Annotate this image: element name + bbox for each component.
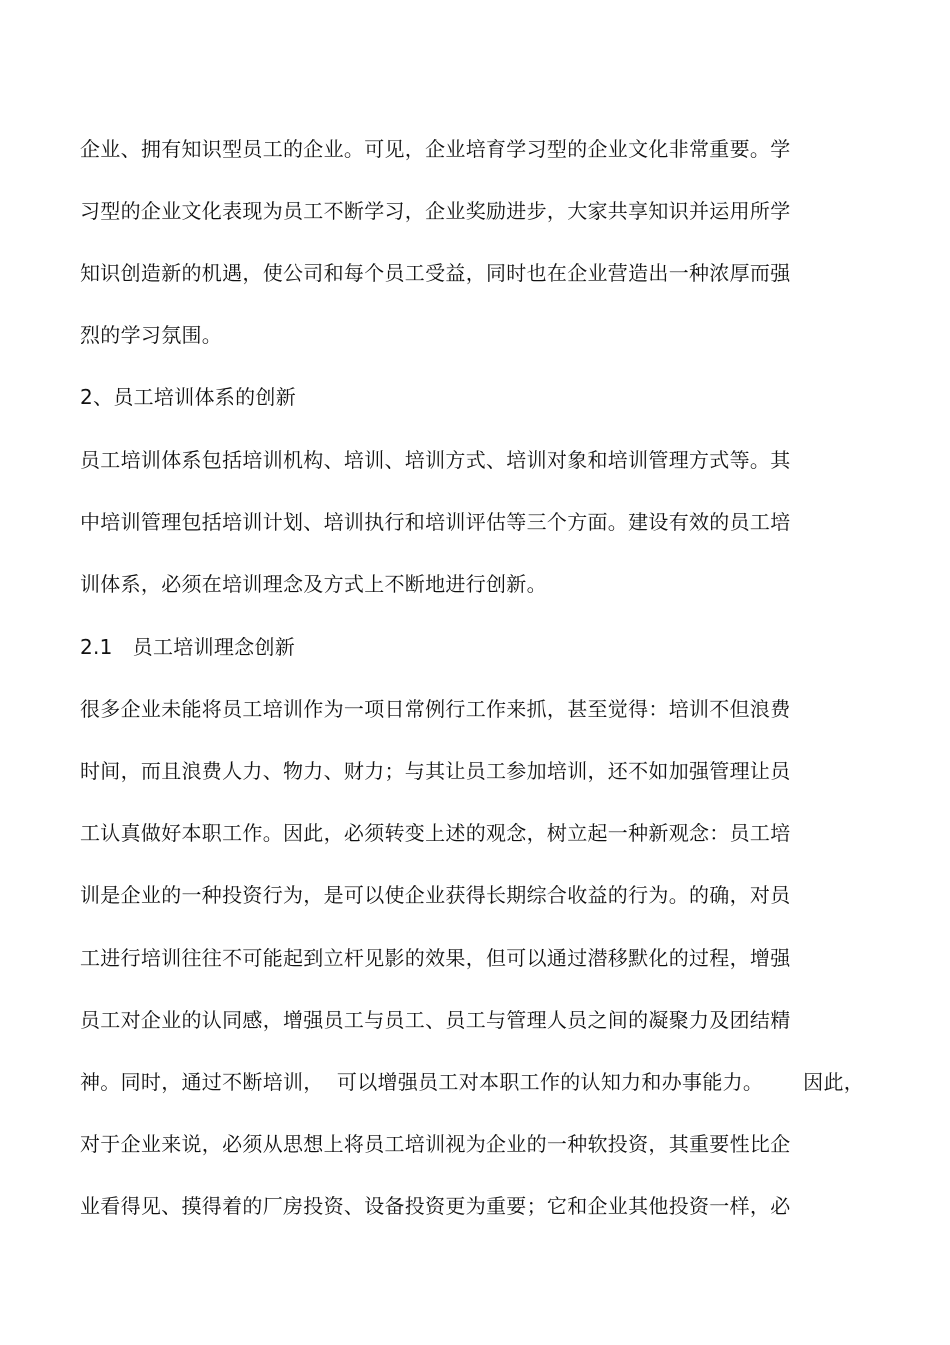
section-heading: 2、员工培训体系的创新	[80, 385, 297, 409]
paragraph-line: 工认真做好本职工作。因此，必须转变上述的观念，树立起一种新观念：员工培	[80, 821, 791, 845]
paragraph-line: 业看得见、摸得着的厂房投资、设备投资更为重要；它和企业其他投资一样，必	[80, 1194, 791, 1218]
subsection-heading: 2.1 员工培训理念创新	[80, 635, 296, 659]
paragraph-line: 员工对企业的认同感，增强员工与员工、员工与管理人员之间的凝聚力及团结精	[80, 1008, 791, 1032]
paragraph-line: 训是企业的一种投资行为，是可以使企业获得长期综合收益的行为。的确，对员	[80, 883, 791, 907]
paragraph-line: 知识创造新的机遇，使公司和每个员工受益，同时也在企业营造出一种浓厚而强	[80, 261, 791, 285]
paragraph-line: 中培训管理包括培训计划、培训执行和培训评估等三个方面。建设有效的员工培	[80, 510, 791, 534]
paragraph-line: 很多企业未能将员工培训作为一项日常例行工作来抓，甚至觉得：培训不但浪费	[80, 697, 791, 721]
paragraph-line: 神。同时，通过不断培训， 可以增强员工对本职工作的认知力和办事能力。 因此，	[80, 1070, 865, 1094]
paragraph-line: 工进行培训往往不可能起到立杆见影的效果，但可以通过潜移默化的过程，增强	[80, 946, 791, 970]
paragraph-line: 时间，而且浪费人力、物力、财力；与其让员工参加培训，还不如加强管理让员	[80, 759, 791, 783]
paragraph-line: 烈的学习氛围。	[80, 323, 223, 347]
paragraph-line: 习型的企业文化表现为员工不断学习，企业奖励进步，大家共享知识并运用所学	[80, 199, 791, 223]
paragraph-line: 对于企业来说，必须从思想上将员工培训视为企业的一种软投资，其重要性比企	[80, 1132, 791, 1156]
paragraph-line: 企业、拥有知识型员工的企业。可见，企业培育学习型的企业文化非常重要。学	[80, 137, 791, 161]
paragraph-line: 训体系，必须在培训理念及方式上不断地进行创新。	[80, 572, 547, 596]
paragraph-line: 员工培训体系包括培训机构、培训、培训方式、培训对象和培训管理方式等。其	[80, 448, 791, 472]
